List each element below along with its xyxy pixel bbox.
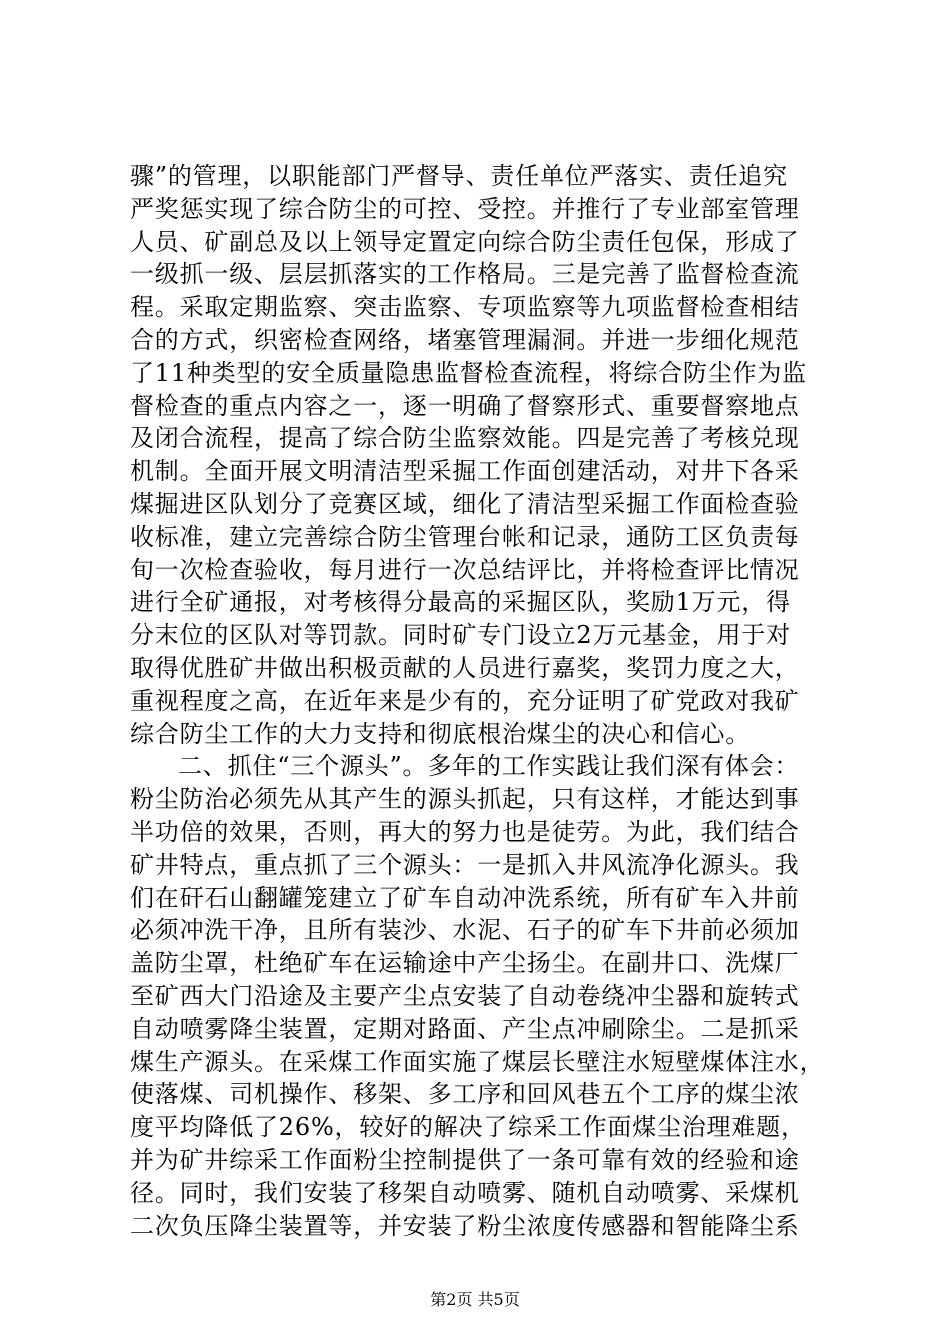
text-line: 并为矿井综采工作面粉尘控制提供了一条可靠有效的经验和途 [130, 1145, 800, 1174]
text-line: 督检查的重点内容之一，逐一明确了督察形式、重要督察地点 [130, 391, 800, 420]
text-line: 严奖惩实现了综合防尘的可控、受控。并推行了专业部室管理 [130, 194, 800, 223]
text-line: 综合防尘工作的大力支持和彻底根治煤尘的决心和信心。 [130, 719, 750, 748]
text-line: 骤”的管理，以职能部门严督导、责任单位严落实、责任追究 [130, 162, 788, 190]
text-line: 进行全矿通报，对考核得分最高的采掘区队，奖励1万元，得 [130, 588, 791, 617]
text-line: 一级抓一级、层层抓落实的工作格局。三是完善了监督检查流 [130, 260, 800, 289]
section-heading-line: 二、抓住“三个源头”。多年的工作实践让我们深有体会： [178, 752, 800, 781]
text-line: 收标准，建立完善综合防尘管理台帐和记录，通防工区负责每 [130, 522, 800, 551]
text-line: 分末位的区队对等罚款。同时矿专门设立2万元基金，用于对 [130, 621, 791, 650]
text-line: 煤掘进区队划分了竞赛区域，细化了清洁型采掘工作面检查验 [130, 489, 800, 518]
text-line: 们在矸石山翻罐笼建立了矿车自动冲洗系统，所有矿车入井前 [130, 883, 800, 912]
text-line: 了11种类型的安全质量隐患监督检查流程，将综合防尘作为监 [130, 358, 807, 387]
text-line: 自动喷雾降尘装置，定期对路面、产尘点冲刷除尘。二是抓采 [130, 1014, 800, 1043]
text-line: 及闭合流程，提高了综合防尘监察效能。四是完善了考核兑现 [130, 424, 800, 453]
text-line: 盖防尘罩，杜绝矿车在运输途中产尘扬尘。在副井口、洗煤厂 [130, 949, 800, 978]
text-line: 程。采取定期监察、突击监察、专项监察等九项监督检查相结 [130, 293, 800, 322]
text-line: 煤生产源头。在采煤工作面实施了煤层长壁注水短壁煤体注水， [130, 1047, 825, 1076]
text-line: 二次负压降尘装置等，并安装了粉尘浓度传感器和智能降尘系 [130, 1211, 800, 1240]
body-text [130, 160, 830, 1242]
text-line: 径。同时，我们安装了移架自动喷雾、随机自动喷雾、采煤机 [130, 1178, 800, 1207]
text-line: 必须冲洗干净，且所有装沙、水泥、石子的矿车下井前必须加 [130, 916, 800, 945]
text-line: 合的方式，织密检查网络，堵塞管理漏洞。并进一步细化规范 [130, 325, 800, 354]
text-line: 重视程度之高，在近年来是少有的，充分证明了矿党政对我矿 [130, 686, 800, 715]
text-line: 粉尘防治必须先从其产生的源头抓起，只有这样，才能达到事 [130, 785, 800, 814]
text-line: 人员、矿副总及以上领导定置定向综合防尘责任包保，形成了 [130, 227, 800, 256]
text-line: 度平均降低了26%，较好的解决了综采工作面煤尘治理难题， [130, 1113, 806, 1142]
text-line: 旬一次检查验收，每月进行一次总结评比，并将检查评比情况 [130, 555, 800, 584]
text-line: 取得优胜矿井做出积极贡献的人员进行嘉奖，奖罚力度之大， [130, 653, 800, 682]
text-line: 使落煤、司机操作、移架、多工序和回风巷五个工序的煤尘浓 [130, 1080, 800, 1109]
text-line: 至矿西大门沿途及主要产尘点安装了自动卷绕冲尘器和旋转式 [130, 981, 800, 1010]
page-number-footer: 第2页 共5页 [430, 1290, 520, 1309]
text-line: 半功倍的效果，否则，再大的努力也是徒劳。为此，我们结合 [130, 817, 800, 846]
text-line: 机制。全面开展文明清洁型采掘工作面创建活动，对井下各采 [130, 457, 800, 486]
text-line: 矿井特点，重点抓了三个源头：一是抓入井风流净化源头。我 [130, 850, 800, 879]
